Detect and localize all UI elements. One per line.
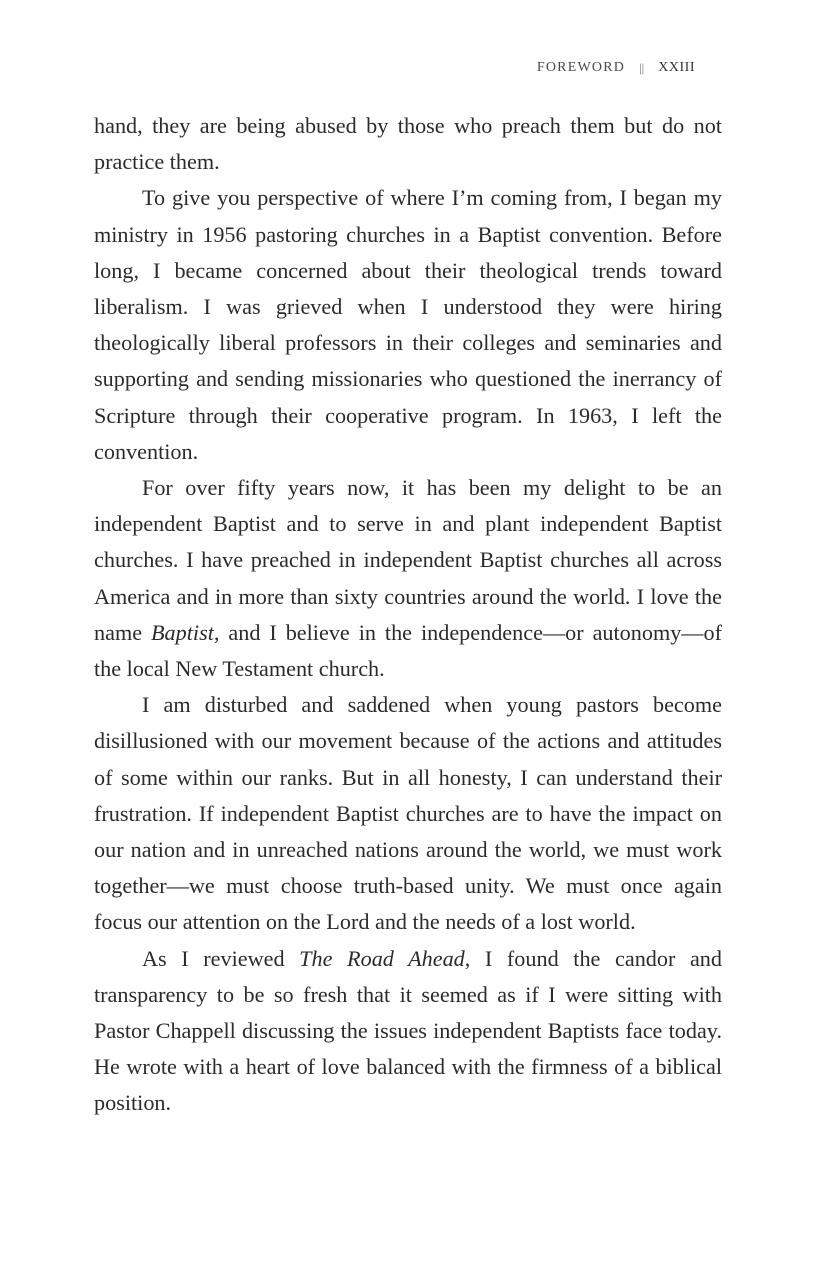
italic-text: Baptist, xyxy=(151,619,220,645)
paragraph xyxy=(94,687,722,940)
paragraph xyxy=(94,470,722,687)
paragraph xyxy=(94,108,722,180)
italic-text: The Road Ahead xyxy=(299,945,465,971)
paragraph-text: hand, they are being abused by those who preach them but do not practice them. xyxy=(94,113,722,175)
section-title: FOREWORD xyxy=(536,60,626,75)
paragraph-text: To give you perspective of where I’m coming from, I began my ministry in 1956 pastoring churches in a Baptist convention. Before long, I became concerned about their theological trends toward liberalism. I was grieved when I understood they were hiring theologically liberal professors in their colleges and seminaries and supporting and sending missionaries who questioned the inerrancy of Scripture through their cooperative program. In 1963, I left the convention. xyxy=(94,185,722,464)
paragraph xyxy=(94,180,722,470)
paragraph-text: , I found the candor and transparency to be so fresh that it seemed as if I were sitting with Pastor Chappell discussing the issues independent Baptists face today. He wrote with a heart of love balanced with the firmness of a biblical position. xyxy=(94,945,722,1116)
paragraph-text: I am disturbed and saddened when young pastors become disillusioned with our movement because of the actions and attitudes of some within our ranks. But in all honesty, I can understand their frustration. If independent Baptist churches are to have the impact on our nation and in unreached nations around the world, we must work together—we must choose truth-based unity. We must once again focus our attention on the Lord and the needs of a lost world. xyxy=(94,692,722,935)
body-text xyxy=(94,108,722,1122)
paragraph-text: As I reviewed xyxy=(142,945,300,971)
running-head-separator: || xyxy=(639,60,645,75)
paragraph-text: For over fifty years now, it has been my delight to be an independent Baptist and to serve in and plant independent Baptist churches. I have preached in independent Baptist churches all across America and in more than sixty countries around the world. I love the name xyxy=(94,475,722,645)
paragraph xyxy=(94,941,722,1122)
paragraph-text: and I believe in the independence—or autonomy—of the local New Testament church. xyxy=(94,619,722,682)
page-number: XXIII xyxy=(658,60,695,75)
running-head xyxy=(537,60,695,76)
